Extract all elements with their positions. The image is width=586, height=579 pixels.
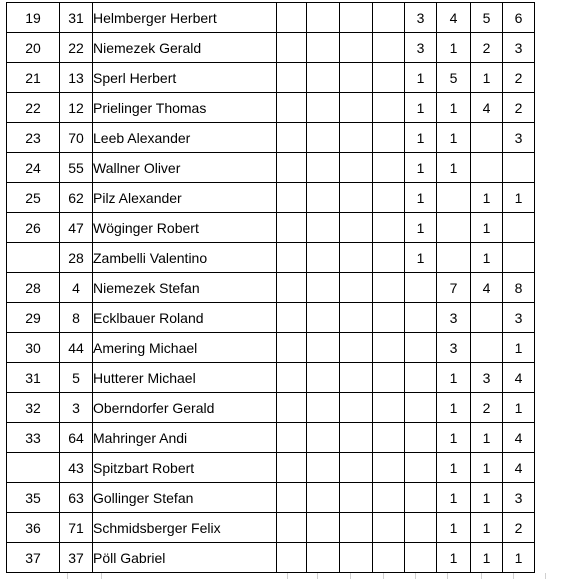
empty-cell[interactable] bbox=[277, 303, 307, 333]
empty-cell[interactable] bbox=[373, 273, 405, 303]
score-cell[interactable] bbox=[405, 483, 437, 513]
score-cell[interactable]: 1 bbox=[405, 243, 437, 273]
table-row bbox=[7, 3, 535, 33]
rank-cell[interactable]: 23 bbox=[7, 123, 60, 153]
empty-cell[interactable] bbox=[340, 483, 373, 513]
empty-cell[interactable] bbox=[277, 543, 307, 573]
player-name-cell[interactable]: Pilz Alexander bbox=[93, 183, 277, 213]
empty-cell[interactable] bbox=[373, 123, 405, 153]
gridline bbox=[101, 573, 102, 579]
empty-cell[interactable] bbox=[307, 333, 340, 363]
empty-cell[interactable] bbox=[307, 453, 340, 483]
empty-cell[interactable] bbox=[340, 213, 373, 243]
score-cell[interactable]: 4 bbox=[503, 363, 535, 393]
table-row bbox=[7, 423, 535, 453]
gridline bbox=[383, 573, 384, 579]
score-cell[interactable]: 1 bbox=[471, 183, 503, 213]
gridline bbox=[350, 573, 351, 579]
score-cell[interactable]: 1 bbox=[437, 153, 471, 183]
rank-cell[interactable]: 21 bbox=[7, 63, 60, 93]
empty-cell[interactable] bbox=[277, 123, 307, 153]
score-cell[interactable] bbox=[437, 183, 471, 213]
score-cell[interactable]: 2 bbox=[471, 393, 503, 423]
rank-cell[interactable]: 20 bbox=[7, 33, 60, 63]
empty-cell[interactable] bbox=[307, 183, 340, 213]
rank-cell[interactable]: 37 bbox=[7, 543, 60, 573]
empty-cell[interactable] bbox=[277, 63, 307, 93]
score-cell[interactable]: 1 bbox=[437, 513, 471, 543]
player-name-cell[interactable]: Leeb Alexander bbox=[93, 123, 277, 153]
score-cell[interactable] bbox=[405, 273, 437, 303]
player-number-cell[interactable]: 8 bbox=[60, 303, 93, 333]
empty-cell[interactable] bbox=[307, 513, 340, 543]
table-row bbox=[7, 453, 535, 483]
gridline bbox=[513, 573, 514, 579]
empty-cell[interactable] bbox=[340, 303, 373, 333]
player-name-cell[interactable]: Ecklbauer Roland bbox=[93, 303, 277, 333]
gridline bbox=[415, 573, 416, 579]
score-cell[interactable]: 1 bbox=[471, 513, 503, 543]
score-cell[interactable]: 1 bbox=[471, 543, 503, 573]
score-cell[interactable]: 8 bbox=[503, 273, 535, 303]
empty-cell[interactable] bbox=[277, 393, 307, 423]
score-cell[interactable]: 4 bbox=[503, 423, 535, 453]
rank-cell[interactable]: 35 bbox=[7, 483, 60, 513]
score-cell[interactable]: 1 bbox=[437, 393, 471, 423]
empty-cell[interactable] bbox=[277, 33, 307, 63]
empty-cell[interactable] bbox=[277, 333, 307, 363]
empty-cell[interactable] bbox=[340, 183, 373, 213]
empty-cell[interactable] bbox=[307, 423, 340, 453]
table-row bbox=[7, 243, 535, 273]
score-cell[interactable]: 1 bbox=[437, 93, 471, 123]
empty-cell[interactable] bbox=[373, 243, 405, 273]
score-cell[interactable] bbox=[405, 333, 437, 363]
score-cell[interactable] bbox=[405, 393, 437, 423]
table-row bbox=[7, 543, 535, 573]
score-cell[interactable]: 1 bbox=[437, 423, 471, 453]
score-cell[interactable]: 1 bbox=[405, 183, 437, 213]
player-number-cell[interactable]: 3 bbox=[60, 393, 93, 423]
rank-cell[interactable]: 22 bbox=[7, 93, 60, 123]
gridline bbox=[317, 573, 318, 579]
player-name-cell[interactable]: Hutterer Michael bbox=[93, 363, 277, 393]
empty-cell[interactable] bbox=[307, 213, 340, 243]
score-cell[interactable]: 5 bbox=[471, 3, 503, 33]
score-cell[interactable]: 1 bbox=[503, 333, 535, 363]
gridline bbox=[67, 573, 68, 579]
score-cell[interactable]: 3 bbox=[437, 303, 471, 333]
empty-cell[interactable] bbox=[373, 3, 405, 33]
score-cell[interactable]: 1 bbox=[471, 63, 503, 93]
score-cell[interactable]: 4 bbox=[471, 93, 503, 123]
score-cell[interactable]: 1 bbox=[437, 363, 471, 393]
score-cell[interactable]: 1 bbox=[437, 543, 471, 573]
player-name-cell[interactable]: Oberndorfer Gerald bbox=[93, 393, 277, 423]
empty-cell[interactable] bbox=[277, 273, 307, 303]
rank-cell[interactable]: 36 bbox=[7, 513, 60, 543]
empty-cell[interactable] bbox=[277, 213, 307, 243]
player-name-cell[interactable]: Mahringer Andi bbox=[93, 423, 277, 453]
empty-cell[interactable] bbox=[373, 453, 405, 483]
player-name-cell[interactable]: Spitzbart Robert bbox=[93, 453, 277, 483]
ranking-table-body bbox=[7, 3, 535, 573]
score-cell[interactable]: 2 bbox=[471, 33, 503, 63]
table-row bbox=[7, 483, 535, 513]
empty-cell[interactable] bbox=[340, 453, 373, 483]
table-row bbox=[7, 153, 535, 183]
empty-cell[interactable] bbox=[373, 393, 405, 423]
empty-cell[interactable] bbox=[340, 423, 373, 453]
score-cell[interactable]: 1 bbox=[471, 243, 503, 273]
score-cell[interactable]: 3 bbox=[405, 3, 437, 33]
player-name-cell[interactable]: Pöll Gabriel bbox=[93, 543, 277, 573]
score-cell[interactable]: 3 bbox=[437, 333, 471, 363]
empty-cell[interactable] bbox=[340, 273, 373, 303]
player-number-cell[interactable]: 62 bbox=[60, 183, 93, 213]
rank-cell[interactable]: 26 bbox=[7, 213, 60, 243]
empty-cell[interactable] bbox=[277, 453, 307, 483]
table-row bbox=[7, 363, 535, 393]
empty-cell[interactable] bbox=[277, 423, 307, 453]
table-row bbox=[7, 393, 535, 423]
score-cell[interactable]: 1 bbox=[437, 33, 471, 63]
empty-cell[interactable] bbox=[340, 333, 373, 363]
score-cell[interactable]: 4 bbox=[471, 273, 503, 303]
score-cell[interactable]: 3 bbox=[503, 123, 535, 153]
empty-cell[interactable] bbox=[277, 3, 307, 33]
player-name-cell[interactable]: Helmberger Herbert bbox=[93, 3, 277, 33]
empty-cell[interactable] bbox=[307, 123, 340, 153]
table-row bbox=[7, 513, 535, 543]
player-number-cell[interactable]: 47 bbox=[60, 213, 93, 243]
score-cell[interactable]: 5 bbox=[437, 63, 471, 93]
empty-cell[interactable] bbox=[277, 513, 307, 543]
rank-cell[interactable] bbox=[7, 453, 60, 483]
score-cell[interactable]: 1 bbox=[405, 63, 437, 93]
score-cell[interactable]: 1 bbox=[437, 453, 471, 483]
score-cell[interactable]: 1 bbox=[503, 543, 535, 573]
score-cell[interactable]: 7 bbox=[437, 273, 471, 303]
table-row bbox=[7, 93, 535, 123]
score-cell[interactable]: 1 bbox=[437, 483, 471, 513]
empty-cell[interactable] bbox=[307, 363, 340, 393]
empty-cell[interactable] bbox=[340, 393, 373, 423]
empty-cell[interactable] bbox=[373, 333, 405, 363]
score-cell[interactable]: 1 bbox=[405, 153, 437, 183]
player-number-cell[interactable]: 43 bbox=[60, 453, 93, 483]
rank-cell[interactable]: 28 bbox=[7, 273, 60, 303]
empty-cell[interactable] bbox=[277, 363, 307, 393]
rank-cell[interactable]: 25 bbox=[7, 183, 60, 213]
empty-cell[interactable] bbox=[373, 543, 405, 573]
player-name-cell[interactable]: Niemezek Gerald bbox=[93, 33, 277, 63]
rank-cell[interactable]: 33 bbox=[7, 423, 60, 453]
empty-cell[interactable] bbox=[373, 483, 405, 513]
empty-cell[interactable] bbox=[307, 33, 340, 63]
score-cell[interactable]: 1 bbox=[437, 123, 471, 153]
table-row bbox=[7, 183, 535, 213]
empty-cell[interactable] bbox=[340, 63, 373, 93]
score-cell[interactable] bbox=[471, 153, 503, 183]
score-cell[interactable]: 1 bbox=[405, 93, 437, 123]
empty-cell[interactable] bbox=[340, 33, 373, 63]
empty-cell[interactable] bbox=[340, 543, 373, 573]
rank-cell[interactable]: 32 bbox=[7, 393, 60, 423]
rank-cell[interactable]: 31 bbox=[7, 363, 60, 393]
player-name-cell[interactable]: Wallner Oliver bbox=[93, 153, 277, 183]
empty-cell[interactable] bbox=[340, 153, 373, 183]
empty-cell[interactable] bbox=[373, 63, 405, 93]
score-cell[interactable] bbox=[405, 303, 437, 333]
table-row bbox=[7, 303, 535, 333]
score-cell[interactable]: 4 bbox=[437, 3, 471, 33]
empty-cell[interactable] bbox=[340, 123, 373, 153]
score-cell[interactable]: 3 bbox=[503, 33, 535, 63]
empty-cell[interactable] bbox=[307, 303, 340, 333]
score-cell[interactable]: 2 bbox=[503, 513, 535, 543]
score-cell[interactable] bbox=[405, 363, 437, 393]
empty-cell[interactable] bbox=[277, 243, 307, 273]
score-cell[interactable]: 3 bbox=[503, 303, 535, 333]
score-cell[interactable]: 1 bbox=[503, 183, 535, 213]
empty-cell[interactable] bbox=[340, 93, 373, 123]
empty-cell[interactable] bbox=[373, 33, 405, 63]
empty-cell[interactable] bbox=[277, 93, 307, 123]
empty-cell[interactable] bbox=[373, 363, 405, 393]
score-cell[interactable] bbox=[405, 543, 437, 573]
score-cell[interactable]: 2 bbox=[503, 63, 535, 93]
empty-cell[interactable] bbox=[307, 243, 340, 273]
rank-cell[interactable]: 29 bbox=[7, 303, 60, 333]
empty-cell[interactable] bbox=[307, 393, 340, 423]
score-cell[interactable]: 3 bbox=[503, 483, 535, 513]
empty-cell[interactable] bbox=[340, 363, 373, 393]
score-cell[interactable]: 1 bbox=[471, 453, 503, 483]
empty-cell[interactable] bbox=[373, 93, 405, 123]
table-row bbox=[7, 123, 535, 153]
empty-cell[interactable] bbox=[373, 513, 405, 543]
score-cell[interactable]: 3 bbox=[405, 33, 437, 63]
score-cell[interactable] bbox=[437, 243, 471, 273]
empty-cell[interactable] bbox=[307, 273, 340, 303]
player-number-cell[interactable]: 70 bbox=[60, 123, 93, 153]
rank-cell[interactable]: 30 bbox=[7, 333, 60, 363]
player-name-cell[interactable]: Gollinger Stefan bbox=[93, 483, 277, 513]
player-number-cell[interactable]: 28 bbox=[60, 243, 93, 273]
table-row bbox=[7, 213, 535, 243]
gridline bbox=[447, 573, 448, 579]
player-number-cell[interactable]: 63 bbox=[60, 483, 93, 513]
player-number-cell[interactable]: 5 bbox=[60, 363, 93, 393]
rank-cell[interactable] bbox=[7, 243, 60, 273]
empty-cell[interactable] bbox=[307, 3, 340, 33]
score-cell[interactable]: 1 bbox=[405, 213, 437, 243]
player-name-cell[interactable]: Amering Michael bbox=[93, 333, 277, 363]
score-cell[interactable] bbox=[471, 123, 503, 153]
score-cell[interactable] bbox=[503, 153, 535, 183]
empty-cell[interactable] bbox=[277, 183, 307, 213]
score-cell[interactable]: 1 bbox=[405, 123, 437, 153]
score-cell[interactable] bbox=[405, 453, 437, 483]
player-number-cell[interactable]: 55 bbox=[60, 153, 93, 183]
ranking-table bbox=[6, 2, 535, 573]
player-number-cell[interactable]: 71 bbox=[60, 513, 93, 543]
empty-cell[interactable] bbox=[340, 243, 373, 273]
gridline bbox=[545, 573, 546, 579]
player-number-cell[interactable]: 37 bbox=[60, 543, 93, 573]
score-cell[interactable]: 4 bbox=[503, 453, 535, 483]
player-number-cell[interactable]: 31 bbox=[60, 3, 93, 33]
score-cell[interactable] bbox=[405, 423, 437, 453]
empty-cell[interactable] bbox=[340, 513, 373, 543]
player-number-cell[interactable]: 12 bbox=[60, 93, 93, 123]
table-row bbox=[7, 273, 535, 303]
player-number-cell[interactable]: 13 bbox=[60, 63, 93, 93]
score-cell[interactable]: 1 bbox=[503, 393, 535, 423]
empty-cell[interactable] bbox=[307, 63, 340, 93]
table-row bbox=[7, 63, 535, 93]
player-number-cell[interactable]: 22 bbox=[60, 33, 93, 63]
score-cell[interactable] bbox=[437, 213, 471, 243]
empty-cell[interactable] bbox=[277, 483, 307, 513]
empty-cell[interactable] bbox=[307, 543, 340, 573]
player-number-cell[interactable]: 44 bbox=[60, 333, 93, 363]
player-name-cell[interactable]: Prielinger Thomas bbox=[93, 93, 277, 123]
score-cell[interactable]: 3 bbox=[471, 363, 503, 393]
player-name-cell[interactable]: Zambelli Valentino bbox=[93, 243, 277, 273]
empty-cell[interactable] bbox=[373, 213, 405, 243]
empty-cell[interactable] bbox=[307, 93, 340, 123]
player-number-cell[interactable]: 64 bbox=[60, 423, 93, 453]
rank-cell[interactable]: 24 bbox=[7, 153, 60, 183]
score-cell[interactable]: 1 bbox=[471, 213, 503, 243]
player-name-cell[interactable]: Wöginger Robert bbox=[93, 213, 277, 243]
empty-cell[interactable] bbox=[373, 423, 405, 453]
empty-cell[interactable] bbox=[277, 153, 307, 183]
empty-cell[interactable] bbox=[307, 483, 340, 513]
score-cell[interactable] bbox=[471, 303, 503, 333]
score-cell[interactable] bbox=[503, 213, 535, 243]
table-row bbox=[7, 33, 535, 63]
table-row bbox=[7, 333, 535, 363]
score-cell[interactable]: 1 bbox=[471, 483, 503, 513]
empty-cell[interactable] bbox=[373, 303, 405, 333]
empty-cell[interactable] bbox=[373, 153, 405, 183]
empty-cell[interactable] bbox=[373, 183, 405, 213]
player-name-cell[interactable]: Niemezek Stefan bbox=[93, 273, 277, 303]
score-cell[interactable] bbox=[471, 333, 503, 363]
gridline bbox=[287, 573, 288, 579]
gridline bbox=[481, 573, 482, 579]
empty-cell[interactable] bbox=[340, 3, 373, 33]
score-cell[interactable]: 6 bbox=[503, 3, 535, 33]
score-cell[interactable] bbox=[503, 243, 535, 273]
player-name-cell[interactable]: Sperl Herbert bbox=[93, 63, 277, 93]
empty-cell[interactable] bbox=[307, 153, 340, 183]
score-cell[interactable] bbox=[405, 513, 437, 543]
score-cell[interactable]: 2 bbox=[503, 93, 535, 123]
player-name-cell[interactable]: Schmidsberger Felix bbox=[93, 513, 277, 543]
score-cell[interactable]: 1 bbox=[471, 423, 503, 453]
rank-cell[interactable]: 19 bbox=[7, 3, 60, 33]
player-number-cell[interactable]: 4 bbox=[60, 273, 93, 303]
